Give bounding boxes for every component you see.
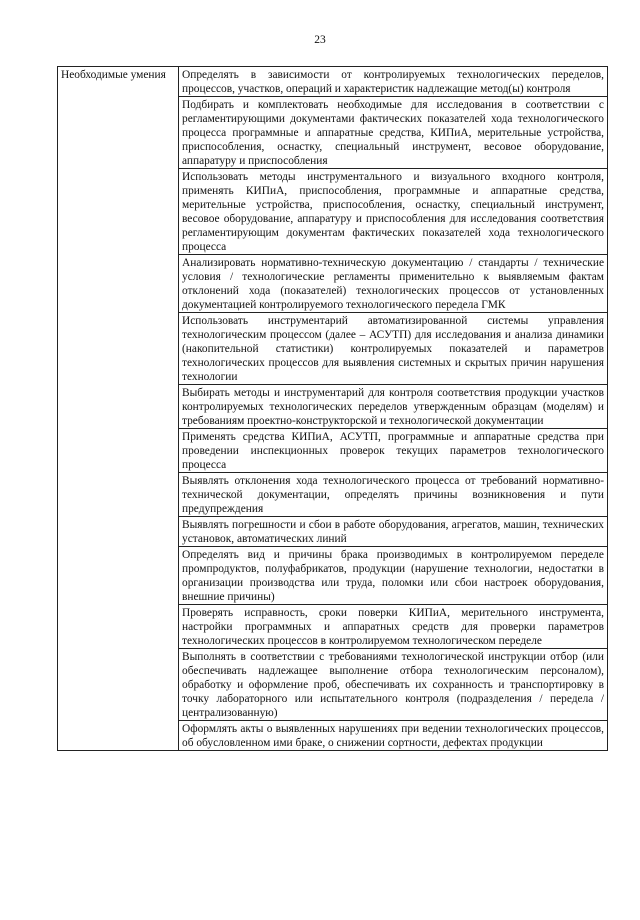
row-label: Необходимые умения [58, 67, 179, 751]
skill-cell: Определять вид и причины брака производимых в контролируемом переделе промпродуктов, полуфабрикатов, продукции (нарушение технологии, недостатки в организации производства или труда, поломки или сбои настроек оборудования, внешние причины) [179, 547, 608, 605]
skill-cell: Применять средства КИПиА, АСУТП, программные и аппаратные средства при проведении инспекционных проверок текущих параметров технологического процесса [179, 429, 608, 473]
table-row [58, 67, 608, 97]
skill-cell: Выбирать методы и инструментарий для контроля соответствия продукции участков контролируемых технологических переделов утвержденным образцам (моделям) и требованиям проектно-конструкторской и технологической документации [179, 385, 608, 429]
skill-cell: Использовать инструментарий автоматизированной системы управления технологическим процессом (далее – АСУТП) для исследования и анализа динамики (накопительной статистики) контролируемых показателей и параметров технологических процессов для выявления системных и скрытых причин нарушения технологии [179, 313, 608, 385]
skill-cell: Подбирать и комплектовать необходимые для исследования в соответствии с регламентирующими документами фактических показателей хода технологического процесса программные и аппаратные средства, КИПиА, мерительные устройства, приспособления, оснастку, специальный инструмент, весовое оборудование, аппаратуру и приспособления [179, 97, 608, 169]
page-number: 23 [314, 34, 326, 46]
skill-cell: Выполнять в соответствии с требованиями технологической инструкции отбор (или обеспечивать надлежащее выполнение отбора технологическим персоналом), обработку и оформление проб, обеспечивать их сохранность и транспортировку в точку лабораторного или испытательного контроля (подразделения / передела / централизованную) [179, 649, 608, 721]
skills-table [57, 66, 608, 751]
skill-cell: Анализировать нормативно-техническую документацию / стандарты / технические условия / технологические регламенты применительно к выявляемым фактам отклонений хода (показателей) технологических процессов от установленных документацией контролируемого технологического передела ГМК [179, 255, 608, 313]
skill-cell: Проверять исправность, сроки поверки КИПиА, мерительного инструмента, настройки программных и аппаратных средств для проверки параметров технологических процессов в контролируемом технологическом переделе [179, 605, 608, 649]
skill-cell: Выявлять отклонения хода технологического процесса от требований нормативно-технической документации, определять причины возникновения и пути предупреждения [179, 473, 608, 517]
skill-cell: Определять в зависимости от контролируемых технологических переделов, процессов, участков, операций и характеристик надлежащие метод(ы) контроля [179, 67, 608, 97]
skill-cell: Оформлять акты о выявленных нарушениях при ведении технологических процессов, об обусловленном ими браке, о снижении сортности, дефектах продукции [179, 721, 608, 751]
skill-cell: Использовать методы инструментального и визуального входного контроля, применять КИПиА, приспособления, программные и аппаратные средства, мерительные устройства, приспособления, оснастку, специальный инструмент, весовое оборудование, аппаратуру и приспособления для исследования соответствия регламентирующим документам фактических показателей хода технологического процесса [179, 169, 608, 255]
skill-cell: Выявлять погрешности и сбои в работе оборудования, агрегатов, машин, технических установок, автоматических линий [179, 517, 608, 547]
